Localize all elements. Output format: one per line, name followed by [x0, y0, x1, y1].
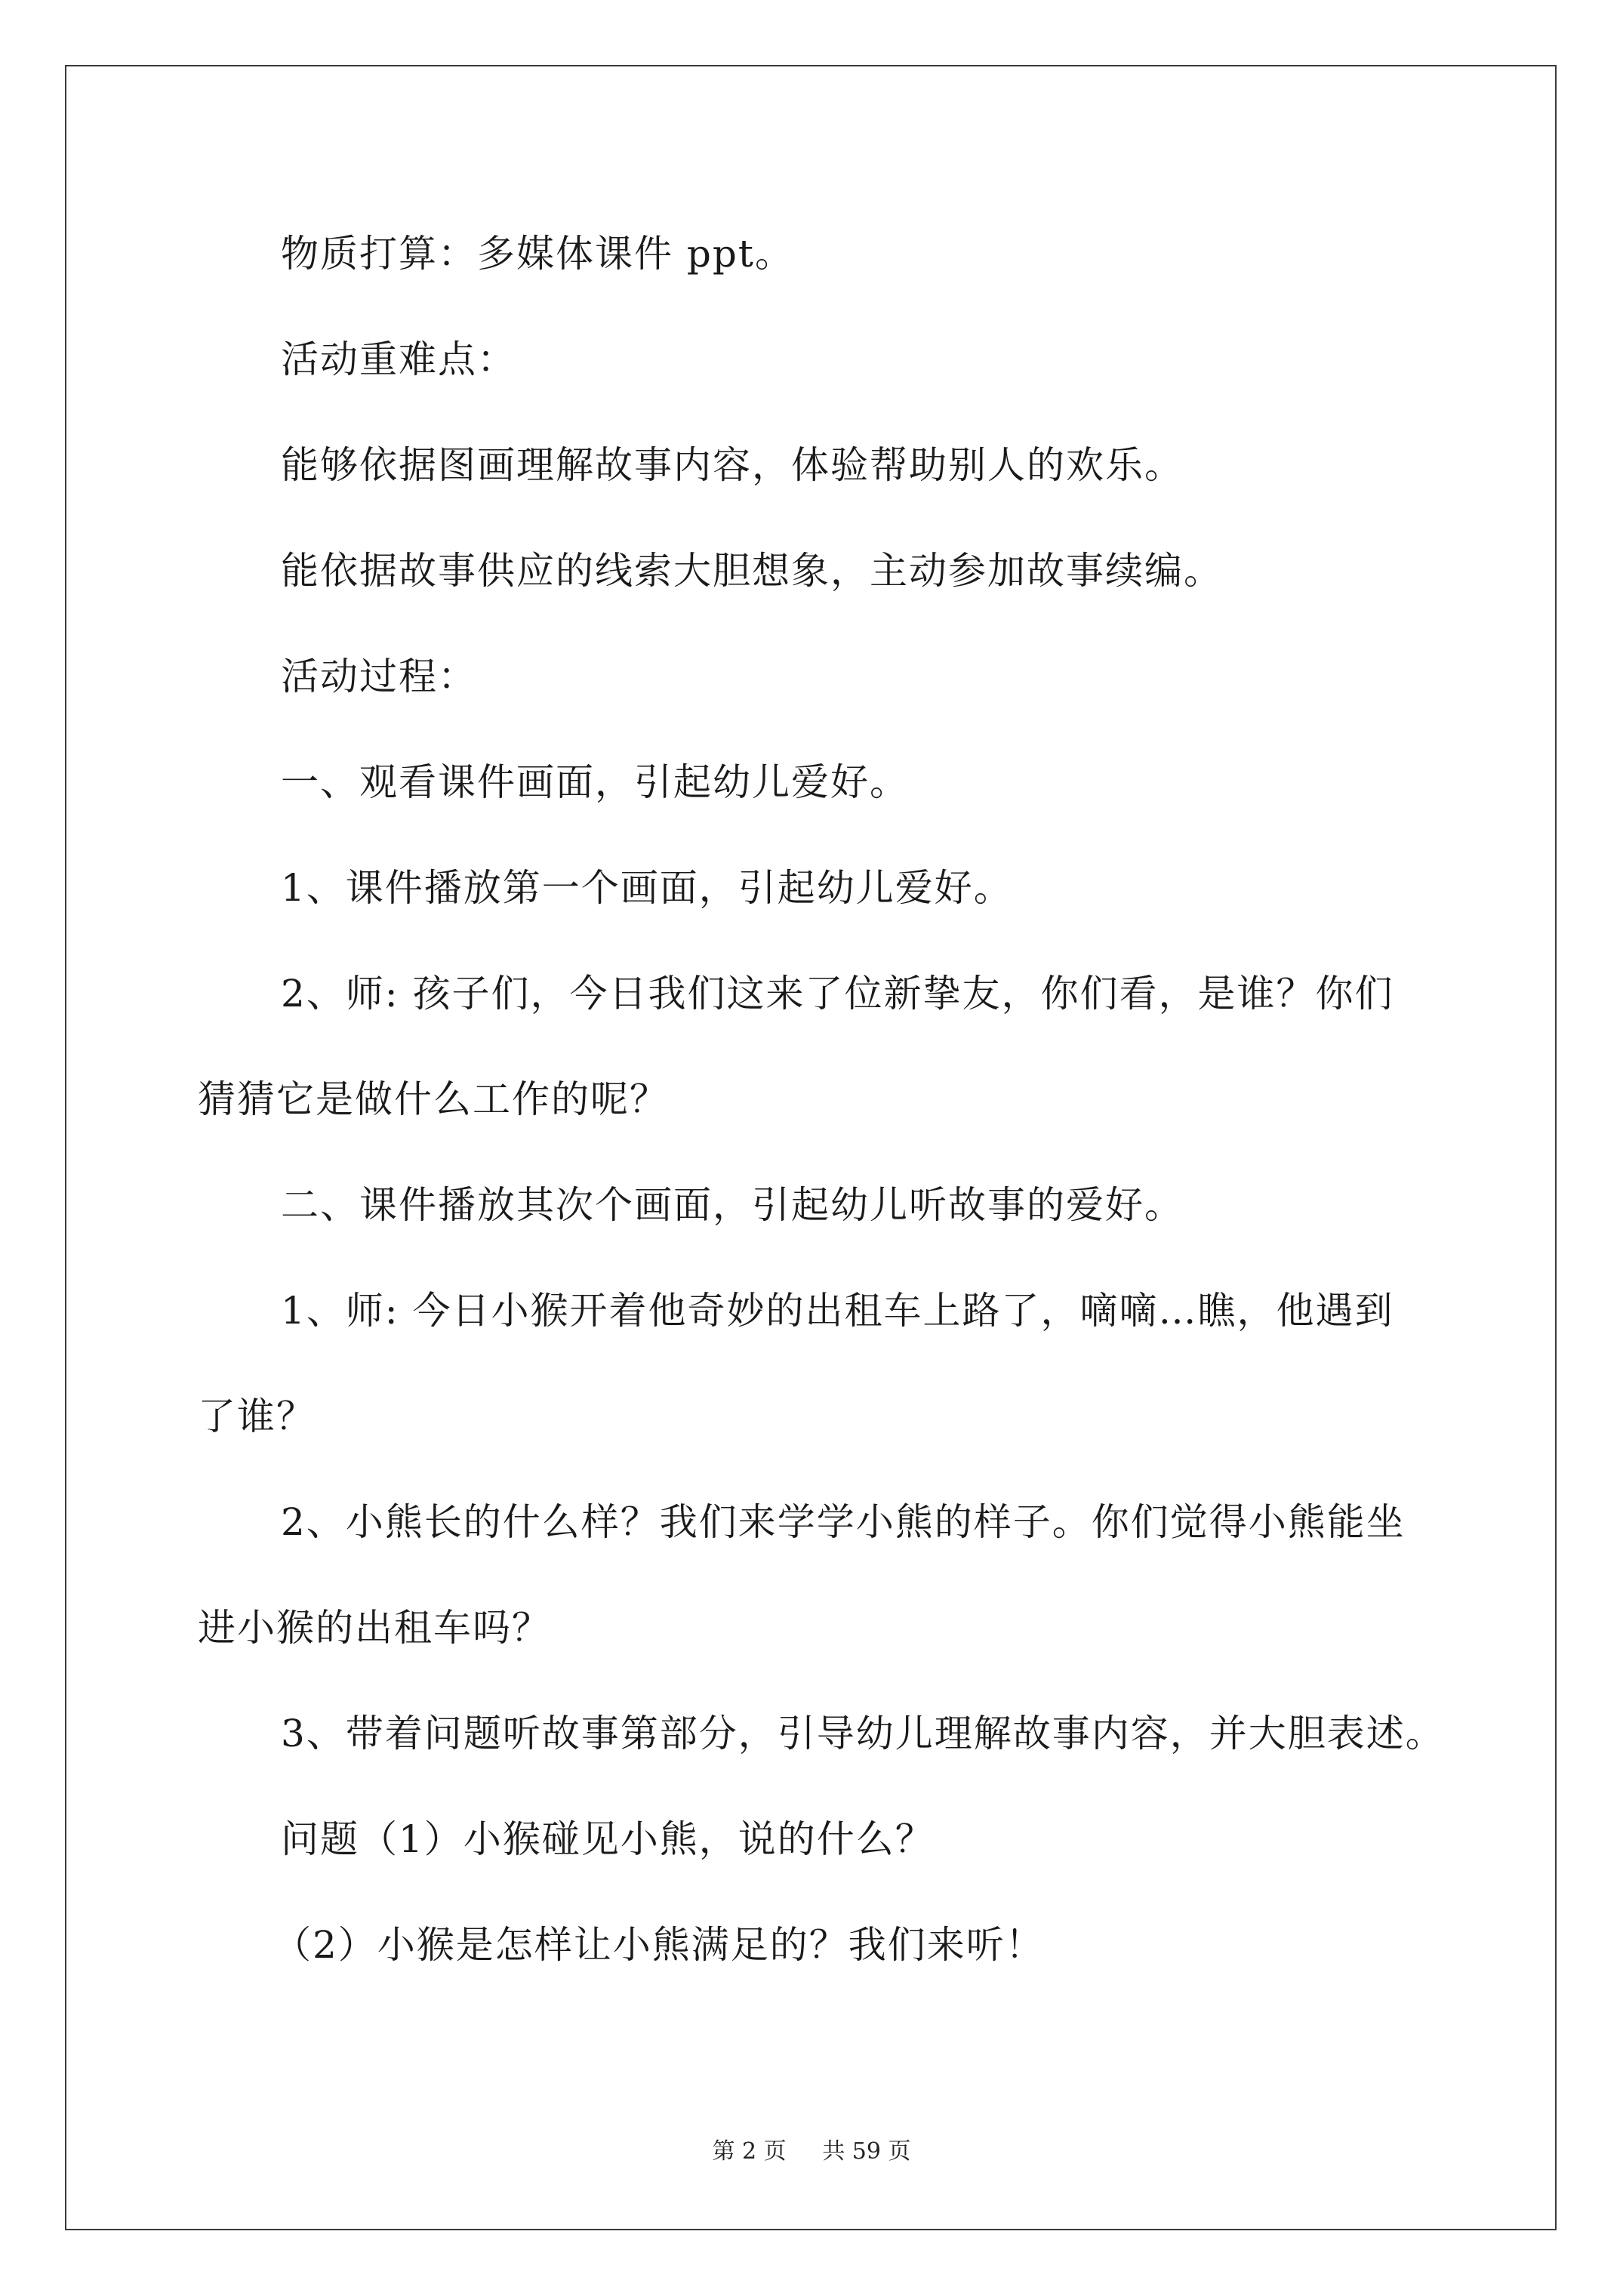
section-one-step-2: 2、师: 孩子们，今日我们这来了位新挚友，你们看，是谁？你们: [281, 972, 1394, 1015]
total-pages: 共 59 页: [822, 2138, 911, 2165]
section-one-heading: 一、观看课件画面，引起幼儿爱好。: [281, 760, 909, 804]
heading-process: 活动过程：: [281, 655, 477, 698]
paragraph-key-point-2: 能依据故事供应的线索大胆想象，主动参加故事续编。: [281, 549, 1223, 593]
section-one-step-2-cont: 猜猜它是做什么工作的呢？: [198, 1077, 669, 1121]
heading-key-points: 活动重难点：: [281, 337, 516, 381]
paragraph-materials: 物质打算：多媒体课件 ppt。: [281, 232, 794, 276]
section-two-step-1: 1、师: 今日小猴开着他奇妙的出租车上路了，嘀嘀…瞧，他遇到: [281, 1289, 1394, 1333]
section-two-step-1-cont: 了谁？: [198, 1395, 316, 1438]
section-two-step-2-cont: 进小猴的出租车吗？: [198, 1606, 551, 1650]
section-two-step-2: 2、小熊长的什么样？我们来学学小熊的样子。你们觉得小熊能坐: [281, 1500, 1406, 1544]
section-two-step-3: 3、带着问题听故事第部分，引导幼儿理解故事内容，并大胆表述。: [281, 1712, 1445, 1755]
page-number: 第 2 页: [712, 2138, 787, 2165]
question-2: （2）小猴是怎样让小熊满足的？我们来听！: [273, 1923, 1045, 1967]
question-1: 问题（1）小猴碰见小熊，说的什么？: [281, 1817, 935, 1861]
section-two-heading: 二、课件播放其次个画面，引起幼儿听故事的爱好。: [281, 1183, 1184, 1227]
paragraph-key-point-1: 能够依据图画理解故事内容，体验帮助别人的欢乐。: [281, 443, 1184, 487]
section-one-step-1: 1、课件播放第一个画面，引起幼儿爱好。: [281, 866, 1013, 910]
page-footer: [0, 2137, 1623, 2167]
page-border: [65, 65, 1557, 2230]
